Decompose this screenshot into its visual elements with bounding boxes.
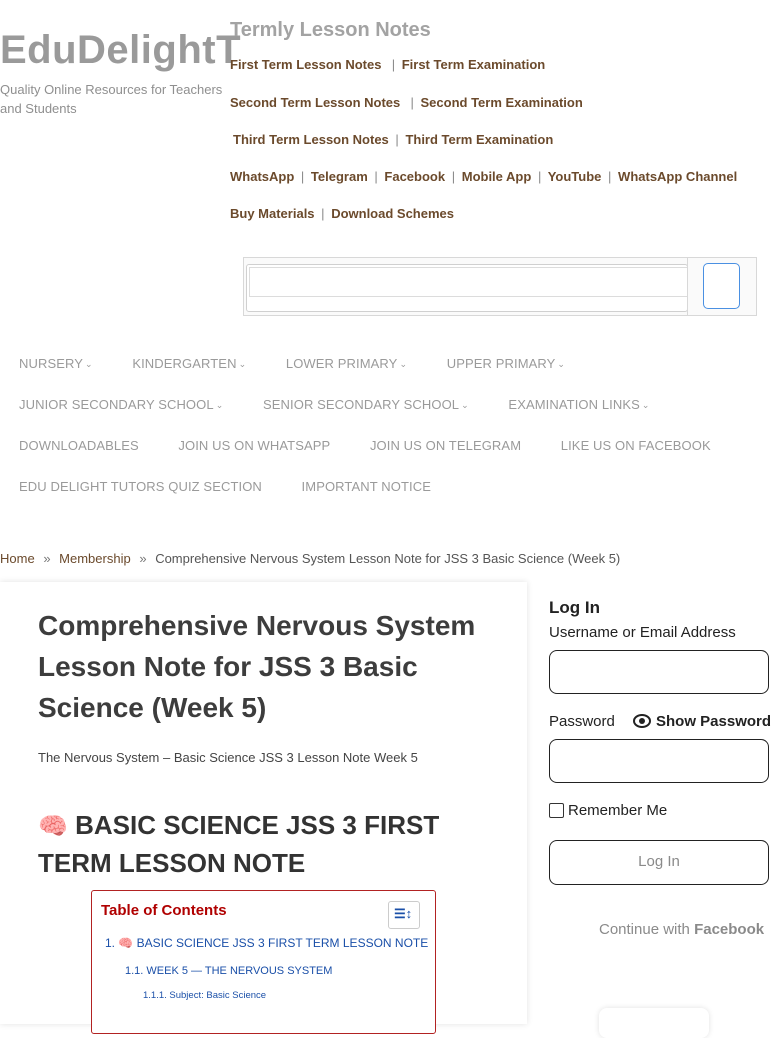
link-first-term-lesson-notes[interactable]: First Term Lesson Notes xyxy=(230,57,382,72)
table-of-contents xyxy=(91,890,436,1034)
remember-me-label[interactable]: Remember Me xyxy=(568,802,668,819)
article-subtitle: The Nervous System – Basic Science JSS 3 Lesson Note Week 5 xyxy=(38,750,418,765)
separator: | xyxy=(608,169,612,184)
separator: | xyxy=(374,169,378,184)
link-buy-materials[interactable]: Buy Materials xyxy=(230,206,315,221)
link-download-schemes[interactable]: Download Schemes xyxy=(331,206,454,221)
nav-row xyxy=(19,438,747,453)
nav-item-label: NURSERY xyxy=(19,356,84,371)
link-telegram[interactable]: Telegram xyxy=(310,169,368,184)
continue-with-facebook[interactable] xyxy=(599,921,765,938)
nav-item-join-whatsapp[interactable]: JOIN US ON WHATSAPP xyxy=(178,438,331,453)
nav-item-label: SENIOR SECONDARY SCHOOL xyxy=(262,397,460,412)
nav-item-upper-primary[interactable] xyxy=(447,356,565,371)
search-box xyxy=(246,264,688,312)
chevron-down-icon: ⌄ xyxy=(557,359,566,369)
double-chevron-right-icon: » xyxy=(139,551,147,566)
separator: | xyxy=(451,169,456,184)
nav-item-examination-links[interactable] xyxy=(508,397,649,412)
section-heading-text: BASIC SCIENCE JSS 3 FIRST TERM LESSON NOTE xyxy=(38,810,440,878)
link-whatsapp-channel[interactable]: WhatsApp Channel xyxy=(618,169,738,184)
link-row-third-term xyxy=(233,132,553,147)
nav-item-label: JUNIOR SECONDARY SCHOOL xyxy=(19,397,214,412)
login-title: Log In xyxy=(549,598,600,617)
search-input[interactable] xyxy=(249,267,656,297)
separator: | xyxy=(395,132,399,147)
nav-item-label: LOWER PRIMARY xyxy=(285,356,398,371)
nav-row xyxy=(19,397,686,412)
site-brand[interactable] xyxy=(0,28,241,72)
link-second-term-examination[interactable]: Second Term Examination xyxy=(420,95,583,110)
nav-item-label: UPPER PRIMARY xyxy=(446,356,556,371)
password-label: Password xyxy=(549,713,615,730)
breadcrumb-home[interactable]: Home xyxy=(0,551,35,566)
search-widget xyxy=(243,257,757,316)
nav-item-like-facebook[interactable]: LIKE US ON FACEBOOK xyxy=(560,438,711,453)
chevron-down-icon: ⌄ xyxy=(215,400,224,410)
link-third-term-lesson-notes[interactable]: Third Term Lesson Notes xyxy=(233,132,389,147)
chevron-down-icon: ⌄ xyxy=(641,400,650,410)
nav-item-nursery[interactable] xyxy=(19,356,93,371)
nav-item-join-telegram[interactable]: JOIN US ON TELEGRAM xyxy=(369,438,522,453)
link-mobile-app[interactable]: Mobile App xyxy=(461,169,532,184)
nav-row xyxy=(19,356,601,371)
nav-item-junior-secondary[interactable] xyxy=(19,397,223,412)
site-tagline: Quality Online Resources for Teachers and Students xyxy=(0,82,223,116)
nav-item-kindergarten[interactable] xyxy=(132,356,246,371)
double-chevron-right-icon: » xyxy=(43,551,51,566)
nav-item-lower-primary[interactable] xyxy=(286,356,407,371)
separator: | xyxy=(300,169,305,184)
username-label: Username or Email Address xyxy=(549,624,736,641)
link-row-first-term xyxy=(230,57,545,72)
search-button[interactable] xyxy=(703,263,740,309)
link-row-second-term xyxy=(230,95,583,110)
link-second-term-lesson-notes[interactable]: Second Term Lesson Notes xyxy=(230,95,401,110)
page-title: Comprehensive Nervous System Lesson Note for JSS 3 Basic Science (Week 5) xyxy=(38,610,476,723)
nav-row xyxy=(19,479,467,494)
lesson-links-heading: Termly Lesson Notes xyxy=(230,19,431,41)
password-field[interactable] xyxy=(549,739,769,783)
breadcrumb-current: Comprehensive Nervous System Lesson Note for JSS 3 Basic Science (Week 5) xyxy=(155,551,621,566)
section-heading xyxy=(38,807,478,881)
chevron-down-icon: ⌄ xyxy=(85,359,93,369)
toc-item[interactable]: 1. 🧠 BASIC SCIENCE JSS 3 FIRST TERM LESSON NOTE xyxy=(105,936,429,950)
article-card xyxy=(0,582,527,1024)
separator: | xyxy=(388,57,396,72)
breadcrumb-membership[interactable]: Membership xyxy=(59,551,131,566)
link-youtube[interactable]: YouTube xyxy=(547,169,602,184)
divider xyxy=(687,258,688,315)
nav-item-label: KINDERGARTEN xyxy=(132,356,237,371)
search-input-addon[interactable] xyxy=(655,267,688,297)
link-third-term-examination[interactable]: Third Term Examination xyxy=(405,132,554,147)
nav-item-downloadables[interactable]: DOWNLOADABLES xyxy=(19,438,139,453)
username-field[interactable] xyxy=(549,650,769,694)
nav-item-important-notice[interactable]: IMPORTANT NOTICE xyxy=(301,479,431,494)
nav-item-quiz-section[interactable]: EDU DELIGHT TUTORS QUIZ SECTION xyxy=(19,479,262,494)
toc-item[interactable]: 1.1. WEEK 5 — THE NERVOUS SYSTEM xyxy=(125,965,333,977)
site-title[interactable]: EduDelightT xyxy=(0,28,242,72)
separator: | xyxy=(537,169,542,184)
nav-item-senior-secondary[interactable] xyxy=(263,397,469,412)
link-row-social xyxy=(230,169,737,184)
social-login-card[interactable] xyxy=(599,1008,709,1038)
link-whatsapp[interactable]: WhatsApp xyxy=(230,169,295,184)
toc-item[interactable]: 1.1.1. Subject: Basic Science xyxy=(143,990,267,1001)
chevron-down-icon: ⌄ xyxy=(399,359,408,369)
link-first-term-examination[interactable]: First Term Examination xyxy=(401,57,546,72)
separator: | xyxy=(406,95,414,110)
show-password-toggle[interactable] xyxy=(633,712,771,730)
continue-prefix: Continue with xyxy=(599,921,695,938)
list-icon: ☰↕ xyxy=(394,906,413,921)
chevron-down-icon: ⌄ xyxy=(238,359,247,369)
lesson-links-widget xyxy=(230,16,760,221)
link-facebook[interactable]: Facebook xyxy=(384,169,446,184)
chevron-down-icon: ⌄ xyxy=(461,400,469,410)
toc-toggle-button[interactable] xyxy=(388,901,420,929)
toc-title: Table of Contents xyxy=(101,902,227,919)
breadcrumb xyxy=(0,551,620,566)
link-row-materials xyxy=(230,206,454,221)
separator: | xyxy=(321,206,325,221)
remember-me-checkbox[interactable] xyxy=(549,803,564,818)
show-password-label: Show Password xyxy=(656,713,771,730)
nav-item-label: EXAMINATION LINKS xyxy=(508,397,640,412)
login-button[interactable]: Log In xyxy=(549,840,769,885)
brain-icon: 🧠 xyxy=(38,813,68,840)
continue-provider: Facebook xyxy=(694,921,765,938)
eye-icon xyxy=(633,714,651,728)
